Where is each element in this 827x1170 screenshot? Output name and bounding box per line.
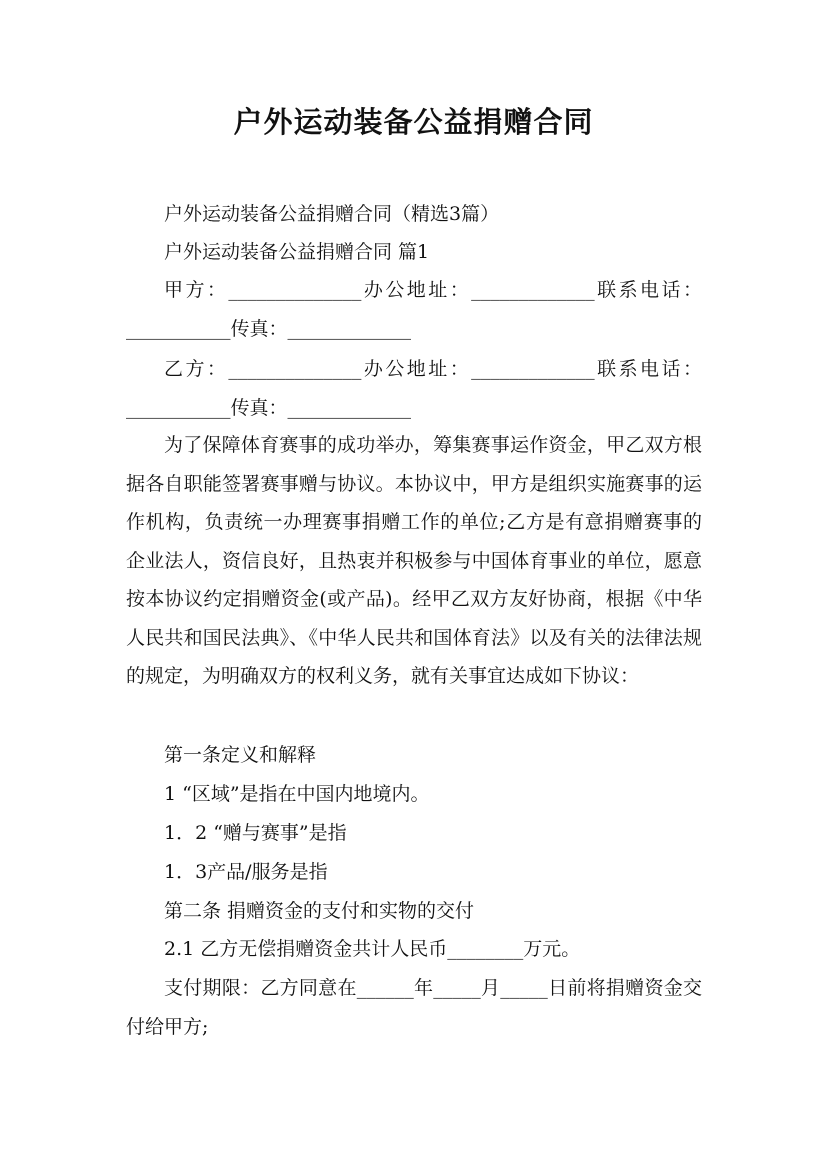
paragraph-article-2: 第二条 捐赠资金的支付和实物的交付 bbox=[164, 900, 475, 922]
paragraph-preamble: 为了保障体育赛事的成功举办，筹集赛事运作资金，甲乙双方根据各自职能签署赛事赠与协议。本协议中，甲方是组织实施赛事的运作机构，负责统一办理赛事捐赠工作的单位;乙方是有意捐赠赛事的企业法人，资信良好，且热衷并积极参与中国体育事业的单位，愿意按本协议约定捐赠资金(或产品)。经甲乙双方友好协商，根据《中华人民共和国民法典》、《中华人民共和国体育法》以及有关的法律法规的规定，为明确双方的权利义务，就有关事宜达成如下协议： bbox=[126, 434, 702, 687]
paragraph-clause-1-2: 1．2 “赠与赛事”是指 bbox=[164, 822, 347, 844]
paragraph-article-1: 第一条定义和解释 bbox=[164, 744, 317, 766]
paragraph-party-a: 甲方：______________办公地址：_____________联系电话：___________传真：_____________ bbox=[126, 279, 702, 340]
paragraph-clause-2-1: 2.1 乙方无偿捐赠资金共计人民币________万元。 bbox=[164, 938, 581, 960]
document-title: 户外运动装备公益捐赠合同 bbox=[233, 105, 594, 139]
paragraph-clause-1: 1 “区域”是指在中国内地境内。 bbox=[164, 783, 430, 805]
paragraph-clause-1-3: 1．3产品/服务是指 bbox=[164, 861, 328, 883]
paragraph-payment-term: 支付期限：乙方同意在______年_____月_____日前将捐赠资金交付给甲方; bbox=[126, 977, 702, 1038]
paragraph-party-b: 乙方：______________办公地址：_____________联系电话：___________传真：_____________ bbox=[126, 358, 702, 419]
paragraph-subtitle: 户外运动装备公益捐赠合同（精选3篇） bbox=[164, 203, 500, 225]
paragraph-heading: 户外运动装备公益捐赠合同 篇1 bbox=[164, 241, 430, 263]
